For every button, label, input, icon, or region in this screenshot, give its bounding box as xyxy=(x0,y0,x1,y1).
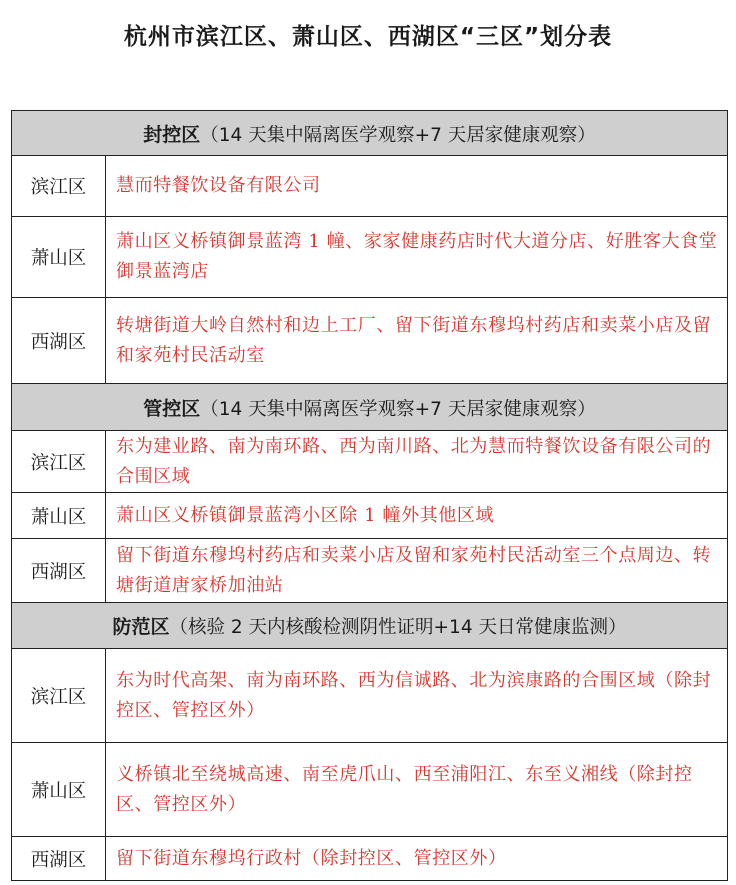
table-row xyxy=(12,298,728,384)
section-note: （14 天集中隔离医学观察+7 天居家健康观察） xyxy=(200,124,596,146)
table-row xyxy=(12,743,728,837)
district-cell: 西湖区 xyxy=(12,837,106,881)
table-row xyxy=(12,493,728,539)
table-row xyxy=(12,649,728,743)
district-cell: 西湖区 xyxy=(12,298,106,384)
area-cell: 东为建业路、南为南环路、西为南川路、北为慧而特餐饮设备有限公司的合围区域 xyxy=(106,431,728,493)
section-note: （核验 2 天内核酸检测阴性证明+14 天日常健康监测） xyxy=(169,617,627,638)
district-cell: 萧山区 xyxy=(12,217,106,298)
area-cell: 慧而特餐饮设备有限公司 xyxy=(106,156,728,217)
area-cell: 萧山区义桥镇御景蓝湾小区除 1 幢外其他区域 xyxy=(106,493,728,539)
area-cell: 留下街道东穆坞村药店和卖菜小店及留和家苑村民活动室三个点周边、转塘街道唐家桥加油站 xyxy=(106,539,728,603)
table-row xyxy=(12,156,728,217)
section-name: 封控区 xyxy=(143,123,201,146)
area-cell: 萧山区义桥镇御景蓝湾 1 幢、家家健康药店时代大道分店、好胜客大食堂御景蓝湾店 xyxy=(106,217,728,298)
section-header-lockdown xyxy=(12,111,728,156)
section-header-control xyxy=(12,384,728,431)
area-cell: 义桥镇北至绕城高速、南至虎爪山、西至浦阳江、东至义湘线（除封控区、管控区外） xyxy=(106,743,728,837)
district-cell: 滨江区 xyxy=(12,156,106,217)
table-row xyxy=(12,837,728,881)
area-cell: 留下街道东穆坞行政村（除封控区、管控区外） xyxy=(106,837,728,881)
section-header-prevention xyxy=(12,603,728,649)
page-title: 杭州市滨江区、萧山区、西湖区“三区”划分表 xyxy=(123,24,613,50)
district-cell: 滨江区 xyxy=(12,431,106,493)
area-cell: 东为时代高架、南为南环路、西为信诚路、北为滨康路的合围区域（除封控区、管控区外） xyxy=(106,649,728,743)
district-cell: 萧山区 xyxy=(12,743,106,837)
table-row xyxy=(12,217,728,298)
district-cell: 滨江区 xyxy=(12,649,106,743)
table-row xyxy=(12,431,728,493)
zone-table xyxy=(11,110,728,881)
area-cell: 转塘街道大岭自然村和边上工厂、留下街道东穆坞村药店和卖菜小店及留和家苑村民活动室 xyxy=(106,298,728,384)
section-name: 防范区 xyxy=(112,616,170,638)
section-note: （14 天集中隔离医学观察+7 天居家健康观察） xyxy=(200,398,596,420)
district-cell: 西湖区 xyxy=(12,539,106,603)
district-cell: 萧山区 xyxy=(12,493,106,539)
table-row xyxy=(12,539,728,603)
section-name: 管控区 xyxy=(143,397,201,420)
